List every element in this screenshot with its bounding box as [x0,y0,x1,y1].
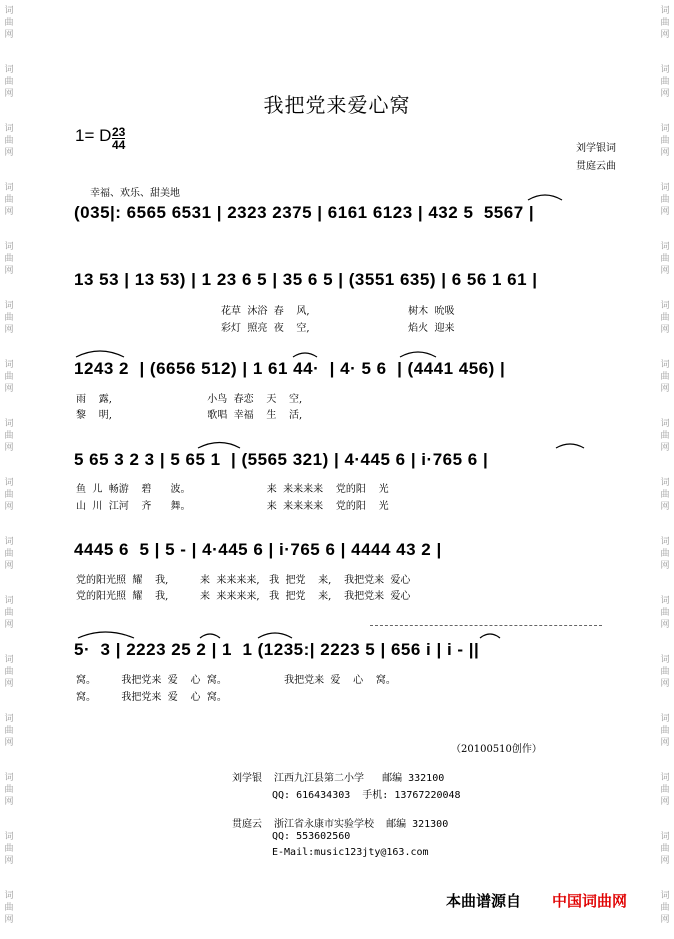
border-watermark-char: 曲 [4,77,14,87]
border-watermark-char: 词 [660,714,670,724]
border-watermark-char: 词 [660,301,670,311]
border-watermark-char: 词 [660,655,670,665]
border-watermark-char: 曲 [4,549,14,559]
border-watermark-char: 曲 [4,18,14,28]
composer-contact-line-2: QQ: 553602560 [272,831,351,842]
border-watermark-char: 网 [660,89,670,99]
border-watermark-char: 网 [660,856,670,866]
border-watermark-char: 词 [4,124,14,134]
border-watermark-char: 曲 [4,254,14,264]
border-watermark-char: 网 [4,738,14,748]
time-signature-bottom: 44 [112,138,126,152]
lyric-line-2b: 彩灯 照亮 夜 空, 焰火 迎来 [221,323,455,334]
border-watermark-char: 词 [660,242,670,252]
border-watermark-char: 词 [660,183,670,193]
lyricist-contact-line-2: QQ: 616434303 手机: 13767220048 [272,790,461,801]
border-watermark-char: 网 [660,148,670,158]
border-watermark-char: 曲 [660,313,670,323]
border-watermark-char: 词 [4,596,14,606]
border-watermark-char: 曲 [660,608,670,618]
border-watermark-char: 词 [4,242,14,252]
border-watermark-char: 曲 [660,431,670,441]
lyric-line-5a: 党的阳光照 耀 我, 来 来来来来, 我 把党 来, 我把党来 爱心 [76,575,411,586]
border-watermark-char: 曲 [660,195,670,205]
border-watermark-char: 词 [4,478,14,488]
border-watermark-char: 网 [660,207,670,217]
notation-line-5: 4445 6 5 | 5 - | 4·445 6 | i·765 6 | 4444 43 2 | [74,540,442,559]
border-watermark-char: 网 [4,856,14,866]
lyricist-contact-line-1: 刘学银 江西九江县第二小学 邮编 332100 [232,773,445,784]
border-watermark-char: 曲 [660,18,670,28]
border-watermark-char: 曲 [4,726,14,736]
border-watermark-char: 网 [4,207,14,217]
border-watermark-char: 曲 [4,608,14,618]
notation-line-4: 5 65 3 2 3 | 5 65 1 | (5565 321) | 4·445 6 | i·765 6 | [74,450,489,469]
border-watermark-char: 网 [4,384,14,394]
border-watermark-char: 词 [4,891,14,901]
border-watermark-char: 词 [660,360,670,370]
brand-link[interactable]: 中国词曲网 [552,892,628,910]
border-watermark-char: 曲 [660,490,670,500]
notation-line-2: 13 53 | 13 53) | 1 23 6 5 | 35 6 5 | (3551 635) | 6 56 1 61 | [74,270,538,289]
border-watermark-char: 曲 [4,903,14,913]
border-watermark-char: 网 [660,266,670,276]
slur [556,444,584,448]
border-watermark-char: 词 [660,596,670,606]
lyric-line-6a: 窝。 我把党来 爱 心 窝。 我把党来 爱 心 窝。 [76,675,396,686]
border-watermark-char: 网 [660,384,670,394]
border-watermark-char: 曲 [4,844,14,854]
lyric-line-3b: 黎 明, 歌唱 幸福 生 活, [76,410,303,421]
border-watermark-char: 曲 [4,372,14,382]
border-watermark-char: 网 [4,620,14,630]
composer-contact-line-1: 贯庭云 浙江省永康市实验学校 邮编 321300 [232,819,449,830]
border-watermark-char: 词 [660,773,670,783]
border-watermark-char: 词 [660,419,670,429]
border-watermark-char: 曲 [660,785,670,795]
border-watermark-char: 网 [660,502,670,512]
song-title: 我把党来爱心窝 [263,93,411,117]
border-watermark-char: 网 [4,30,14,40]
border-watermark-char: 词 [660,124,670,134]
border-watermark-char: 网 [4,915,14,925]
border-watermark-char: 词 [660,832,670,842]
border-watermark-char: 词 [660,478,670,488]
lyric-line-5b: 党的阳光照 耀 我, 来 来来来来, 我 把党 来, 我把党来 爱心 [76,591,411,602]
source-label: 本曲谱源自 [446,892,522,910]
border-watermark-char: 网 [4,679,14,689]
border-watermark-char: 曲 [4,431,14,441]
border-watermark-char: 曲 [660,372,670,382]
border-watermark-char: 网 [660,679,670,689]
time-signature-top: 23 [112,125,126,139]
border-watermark-char: 网 [4,502,14,512]
border-watermark-char: 曲 [660,136,670,146]
border-watermark-char: 词 [660,891,670,901]
border-watermark-char: 网 [4,561,14,571]
border-watermark-char: 词 [4,6,14,16]
border-watermark-char: 曲 [660,726,670,736]
slur [293,353,317,357]
border-watermark-char: 网 [4,266,14,276]
border-watermark-char: 网 [4,89,14,99]
notation-line-6: 5· 3 | 2223 25 2 | 1 1 (1235:| 2223 5 | 656 i | i - || [74,640,480,659]
slur [258,633,292,638]
border-watermark-char: 词 [4,65,14,75]
border-watermark-char: 词 [4,537,14,547]
border-watermark-char: 词 [4,832,14,842]
border-watermark-char: 曲 [660,844,670,854]
notation-line-1: (035|: 6565 6531 | 2323 2375 | 6161 6123 | 432 5 5567 | [74,203,535,222]
border-watermark-char: 网 [660,738,670,748]
key-signature: 1= D [75,126,112,145]
notation-line-3: 1243 2 | (6656 512) | 1 61 44· | 4· 5 6 | (4441 456) | [74,359,506,378]
border-watermark-char: 词 [4,360,14,370]
lyric-line-6b: 窝。 我把党来 爱 心 窝。 [76,692,227,703]
border-watermark-char: 网 [660,30,670,40]
border-watermark-char: 词 [660,6,670,16]
border-watermark-char: 曲 [660,77,670,87]
composer-credit: 贯庭云曲 [576,161,616,172]
border-watermark-char: 网 [660,797,670,807]
border-watermark-char: 曲 [4,136,14,146]
slur [78,632,134,638]
border-watermark-char: 曲 [660,254,670,264]
border-watermark-char: 词 [4,773,14,783]
border-watermark-char: 曲 [4,313,14,323]
slur [198,443,240,449]
border-watermark-char: 网 [4,325,14,335]
border-watermark-char: 词 [4,714,14,724]
border-watermark-char: 曲 [4,785,14,795]
composition-date: （20100510创作） [451,744,542,755]
border-watermark-char: 网 [660,325,670,335]
border-watermark-char: 词 [660,537,670,547]
border-watermark-char: 网 [660,620,670,630]
border-watermark-char: 曲 [660,549,670,559]
border-watermark-char: 曲 [660,667,670,677]
lyric-line-2a: 花草 沐浴 春 风, 树木 吮吸 [221,306,455,317]
slur [200,634,220,638]
slur [528,195,562,200]
border-watermark-char: 网 [4,148,14,158]
border-watermark-char: 网 [4,797,14,807]
border-watermark-char: 词 [4,655,14,665]
slur [76,351,124,357]
border-watermark-char: 词 [660,65,670,75]
lyric-line-4b: 山 川 江河 齐 舞。 来 来来来来 党的阳 光 [76,501,389,512]
border-watermark-char: 网 [4,443,14,453]
border-watermark-char: 曲 [4,667,14,677]
lyric-line-3a: 雨 露, 小鸟 春恋 天 空, [76,394,303,405]
tempo-marking: 幸福、欢乐、甜美地 [90,188,180,199]
border-watermark-char: 曲 [660,903,670,913]
slur [400,352,436,357]
border-watermark-char: 词 [4,419,14,429]
lyricist-credit: 刘学银词 [576,143,616,154]
border-watermark-char: 网 [660,443,670,453]
lyric-line-4a: 鱼 儿 畅游 碧 波。 来 来来来来 党的阳 光 [76,484,389,495]
slur [480,634,500,638]
border-watermark-char: 曲 [4,195,14,205]
border-watermark-char: 曲 [4,490,14,500]
border-watermark-char: 词 [4,183,14,193]
composer-email: E-Mail:music123jty@163.com [272,847,429,858]
border-watermark-char: 网 [660,561,670,571]
border-watermark-char: 网 [660,915,670,925]
border-watermark-char: 词 [4,301,14,311]
